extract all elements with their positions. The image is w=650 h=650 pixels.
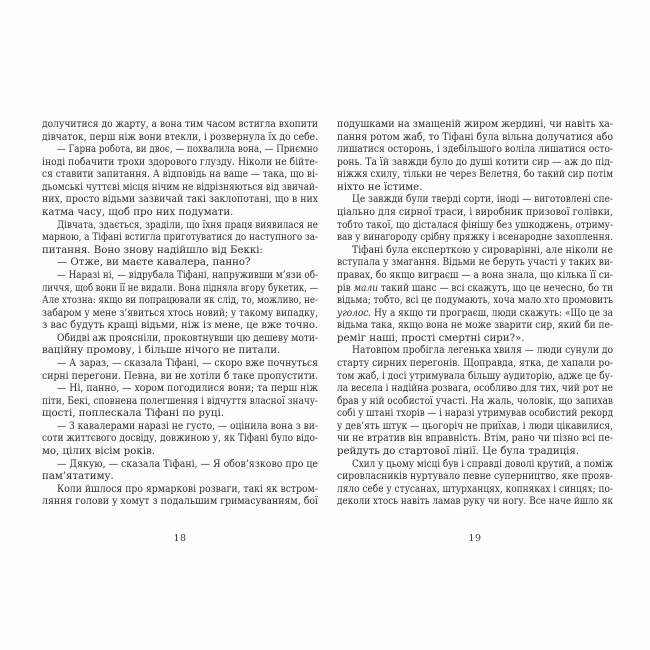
text-line: пам’ятатиму.: [42, 471, 114, 483]
text-line: вступала у змагання. Відьми не беруть участі у таких ви-: [337, 257, 614, 269]
text-line: — А зараз, — сказала Тіфані, — скоро вже почнуться: [57, 357, 319, 369]
text-line: Це завжди були тверді сорти, іноді — виготовлені спе-: [352, 194, 613, 206]
text-line: рів мали такий шанс — всі скажуть, що це нечесно, бо ти: [337, 282, 613, 294]
text-line: Схил у цьому місці був і справді доволі крутий, а поміж: [352, 458, 613, 470]
text-line: у дев’ять штук — цьогоріч не приїхав, і люди цікавилися,: [337, 420, 614, 432]
text-line: ся ставити запитання. А відповідь на ваше — така, що ві-: [42, 169, 319, 181]
text-line: сировласників нуртувало певне суперництво, яке прояв-: [337, 471, 614, 483]
text-line: соти життєвого досвіду, довжиною у, як Тіфані було відо-: [42, 433, 318, 445]
text-line: ла весела і надійна розвага, особливо для тих, чий рот не: [337, 383, 613, 395]
text-line: старту сирних перегонів. Щоправда, ятка, де хапали ро-: [337, 357, 613, 369]
text-line: ляння голови у хомут з подальшим гримасуванням, бої: [42, 496, 319, 508]
text-line: Коли йшлося про ярмаркові розваги, такі як встром-: [57, 483, 319, 495]
right-page: [337, 119, 613, 509]
text-line: іноді побачити трохи здорового глузду. Ніколи не бійте-: [42, 156, 318, 168]
text-line: них, просто відьми зазвичай такі заклопотані, що в них: [42, 194, 319, 206]
text-line: піти, Бекі, сповнена полегшення і відчуття власної значу-: [42, 395, 319, 407]
left-page: [42, 119, 318, 509]
text-line: — З кавалерами наразі не густо, — оцінила вона з ви-: [57, 420, 318, 432]
text-line: дівчаток, перш ніж вони втекли, і розвернула їх до себе.: [42, 131, 318, 143]
text-line: — Гарна робота, ви двоє, — похвалила вона, — Приємно: [57, 144, 318, 156]
text-line: катма часу, щоб про них подумати.: [42, 207, 234, 219]
text-line: Але хтозна: якщо ви попрацювали як слід, то, можливо, не-: [42, 295, 319, 307]
text-line: Натовпом пробігла легенька хвиля — люди сунули до: [352, 345, 614, 357]
page-number-left: 18: [173, 533, 187, 544]
text-line: собі у штані тхорів — і наразі утримував особистий рекорд: [337, 408, 614, 420]
text-line: відьма; тобто, всі це подумають, хоча мало хто промовить: [337, 295, 613, 307]
text-line: пання ротом жаб, то Тіфані була вільна долучатися або: [337, 131, 613, 143]
text-line: ронь. Та їй завжди було до душі котити сир — аж до під-: [337, 156, 614, 168]
text-line: — Ні, панно, — хором погодилися вони; та перш ніж: [57, 383, 318, 395]
text-line: — Дякую, — сказала Тіфані, — Я обов’язково про це: [57, 458, 318, 470]
text-line: лишатися осторонь, і здебільшого воліла лишатися осто-: [337, 144, 614, 156]
text-line: щості, поплескала Тіфані по руці.: [42, 408, 224, 420]
text-line: Дівчата, здається, зраділи, що їхня праця виявилася не: [57, 219, 319, 231]
text-line: марною, а Тіфані встигла приготуватися до наступного за-: [42, 232, 318, 244]
text-line: ваційну промову, і більше нічого не питали.: [42, 345, 281, 357]
text-line: тобто такої, що дісталася фінішу без ушкоджень, отриму-: [337, 219, 614, 231]
text-line: правах, бо якщо виграєш — а вона знала, що кілька її си-: [337, 269, 614, 281]
text-line: брав у ній особистої участі. На жаль, чоловік, що запихав: [337, 395, 614, 407]
text-line: дьомські чуттєві місця нічим не відрізняються від звичай-: [42, 181, 318, 193]
text-line: мо, цілих вісім років.: [42, 446, 155, 458]
text-line: деколи хтось навіть ламав руку чи ногу. Все наче йшло як: [337, 496, 613, 508]
text-line: ціально для сирної траси, і виробник призової голівки,: [337, 207, 613, 219]
text-line: личчя, щоб вони її не видали. Вона підняла вгору букетик, —: [42, 282, 318, 294]
text-line: уголос. Ну а якщо ти програєш, люди скажуть: «Що це за: [337, 307, 614, 319]
text-line: ніхто не їстиме.: [337, 181, 423, 193]
text-line: ляло себе у стусанах, штурханцях, копняках і синцях; по-: [337, 483, 614, 495]
text-line: з вас будуть кращі відьми, ніж із мене, це вже точно.: [42, 320, 318, 332]
text-line: — Отже, ви маєте кавалера, панно?: [57, 257, 251, 269]
text-line: реміг наші, прості смертні сири?».: [337, 332, 525, 344]
text-line: відьма така, якщо вона не може зварити сир, який би пе-: [337, 320, 614, 332]
text-line: забаром у мене з’явиться хтось новий; у такому випадку,: [42, 307, 319, 319]
text-line: — Наразі ні, — відрубала Тіфані, напруживши м’язи об-: [57, 269, 319, 281]
text-line: том жаб, і досі утримувала більшу аудиторію, адже це бу-: [337, 370, 613, 382]
text-line: долучитися до жарту, а вона тим часом встигла вхопити: [42, 119, 318, 130]
page-number-right: 19: [468, 533, 482, 544]
text-line: рейдуть до стартової лінії. Це була традиція.: [337, 446, 580, 458]
text-line: сирні перегони. Певна, ви не хотіли б таке пропустити.: [42, 370, 318, 382]
text-line: вав у винагороду срібну пряжку і всенародне захоплення.: [337, 232, 614, 244]
text-line: Обидві аж проясніли, проковтнувши цю дешеву моти-: [57, 332, 318, 344]
text-line: чи не втратив він вправність. Втім, рано чи пізно всі пе-: [337, 433, 613, 445]
text-line: ніжжя схилу, тільки не через Велетня, бо такий сир потім: [337, 169, 613, 181]
text-line: Тіфані була експерткою у сироварінні, але ніколи не: [352, 244, 613, 256]
text-line: подушками на змащеній жиром жердині, чи навіть ха-: [337, 119, 613, 130]
text-line: питання. Воно знову надійшло від Беккі:: [42, 244, 263, 256]
